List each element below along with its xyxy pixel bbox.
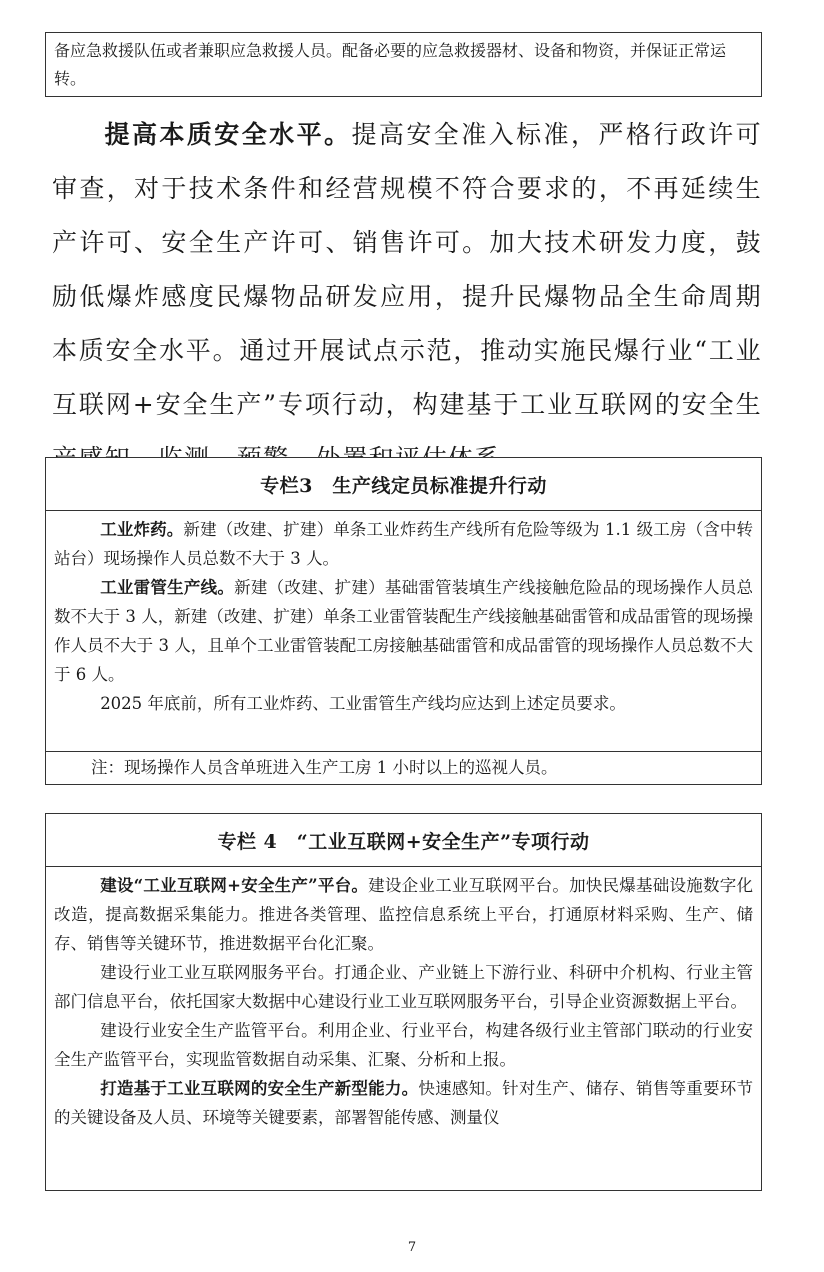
main-paragraph-heading: 提高本质安全水平。 <box>104 120 352 149</box>
column-box-4 <box>45 813 762 1191</box>
column-4-p1-text: 建设企业工业互联网平台。加快民爆基础设施数字化改造，提高数据采集能力。推进各类管理、监控信息系统上平台，打通原材料采购、生产、储存、销售等关键环节，推进数据平台化汇聚。 <box>54 876 753 953</box>
column-3-note: 注：现场操作人员含单班进入生产工房 1 小时以上的巡视人员。 <box>46 751 761 784</box>
continued-column-box <box>45 32 762 97</box>
main-paragraph-body: 提高安全准入标准，严格行政许可审查，对于技术条件和经营规模不符合要求的，不再延续生产许可、安全生产许可、销售许可。加大技术研发力度，鼓励低爆炸感度民爆物品研发应用，提升民爆物品全生命周期本质安全水平。通过开展试点示范，推动实施民爆行业“工业互联网+安全生产”专项行动，构建基于工业互联网的安全生 <box>52 120 762 419</box>
continued-column-text: 备应急救援队伍或者兼职应急救援人员。配备必要的应急救援器材、设备和物资，并保证正常运转。 <box>54 41 727 88</box>
column-3-paragraph-2 <box>54 573 753 689</box>
column-box-3 <box>45 457 762 785</box>
column-3-p1-text: 新建（改建、扩建）单条工业炸药生产线所有危险等级为 1.1 级工房（含中转站台）现场操作人员总数不大于 3 人。 <box>54 520 753 568</box>
column-3-p1-heading: 工业炸药。 <box>100 520 184 539</box>
main-text <box>52 108 762 486</box>
column-4-paragraph-3: 建设行业安全生产监管平台。利用企业、行业平台，构建各级行业主管部门联动的行业安全生产监管平台，实现监管数据自动采集、汇聚、分析和上报。 <box>54 1021 753 1069</box>
column-3-body <box>46 511 761 718</box>
column-3-p2-heading: 工业雷管生产线。 <box>100 578 235 597</box>
column-3-p2-text: 新建（改建、扩建）基础雷管装填生产线接触危险品的现场操作人员总数不大于 3 人，新建（改建、扩建）单条工业雷管装配生产线接触基础雷管和成品雷管的现场操作人员不大于 3 人，且单个工业雷管装配工房接触基础雷管和成品雷管的现场操作人员总数不大于 6 人。 <box>54 578 754 684</box>
page-number: 7 <box>407 1240 417 1255</box>
column-4-paragraph-4 <box>54 1074 753 1132</box>
column-3-paragraph-3: 2025 年底前，所有工业炸药、工业雷管生产线均应达到上述定员要求。 <box>100 694 626 713</box>
column-4-paragraph-2: 建设行业工业互联网服务平台。打通企业、产业链上下游行业、科研中介机构、行业主管部门信息平台，依托国家大数据中心建设行业工业互联网服务平台，引导企业资源数据上平台。 <box>54 963 753 1011</box>
column-3-paragraph-1 <box>54 515 753 573</box>
column-4-body <box>46 867 761 1132</box>
main-paragraph <box>52 108 762 486</box>
column-4-paragraph-1 <box>54 871 753 958</box>
column-4-p4-text: 快速感知。针对生产、储存、销售等重要环节的关键设备及人员、环境等关键要素，部署智能传感、测量仪 <box>54 1079 754 1127</box>
column-3-title: 专栏3 生产线定员标准提升行动 <box>46 458 761 511</box>
column-4-p4-heading: 打造基于工业互联网的安全生产新型能力。 <box>100 1079 419 1098</box>
column-4-title: 专栏 4 “工业互联网+安全生产”专项行动 <box>46 814 761 867</box>
column-4-p1-heading: 建设“工业互联网+安全生产”平台。 <box>100 876 369 895</box>
